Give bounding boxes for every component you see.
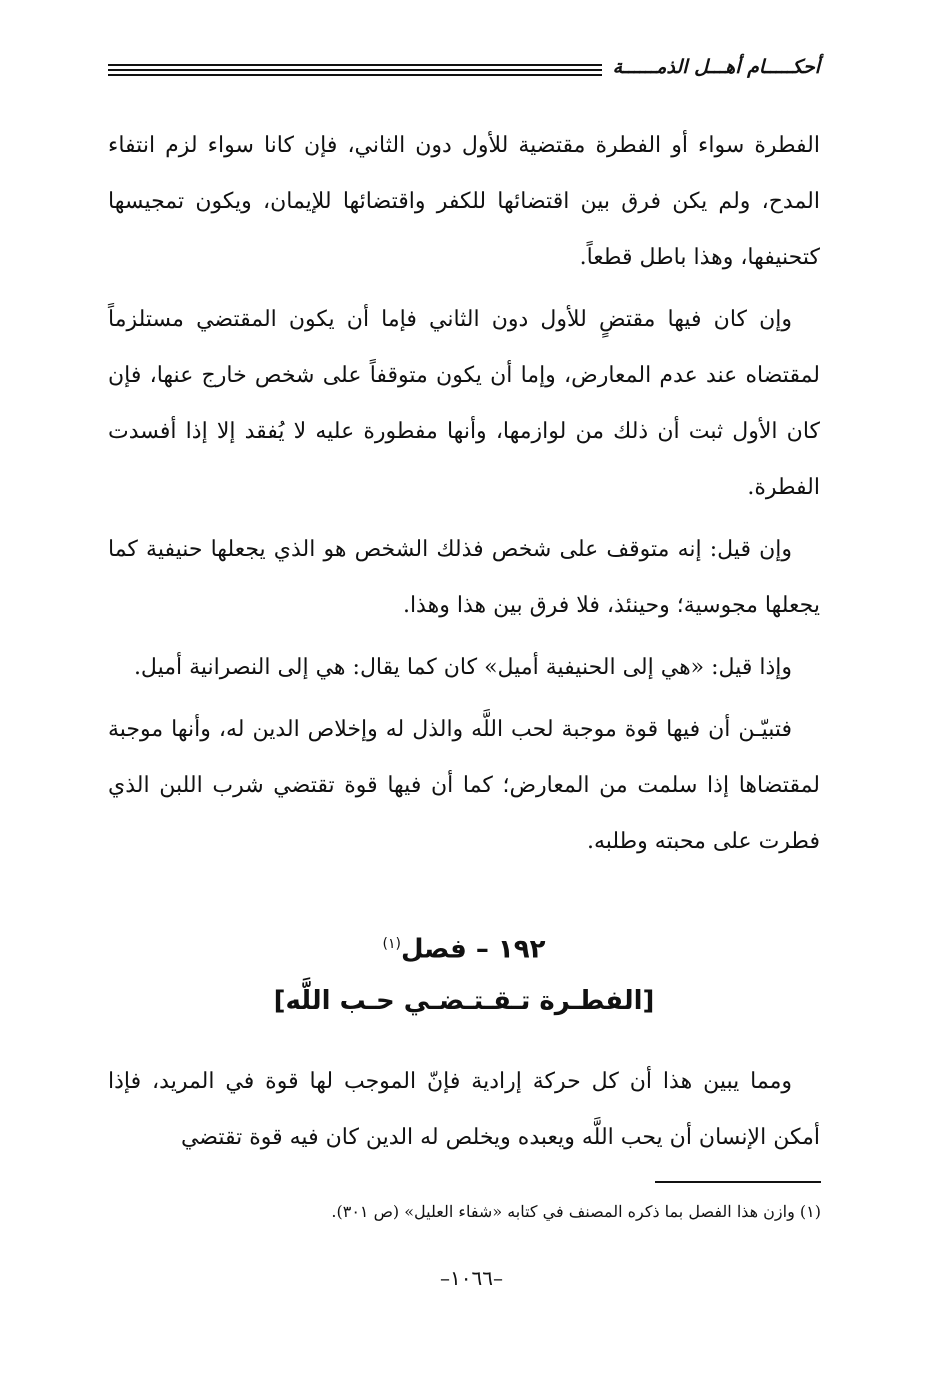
- book-title: أحكـــــام أهـــل الذمــــــة: [612, 56, 820, 78]
- paragraph: الفطرة سواء أو الفطرة مقتضية للأول دون الثاني، فإن كانا سواء لزم انتفاء المدح، ولم يكن فرق بين اقتضائها للكفر واقتضائها للإيمان، ويكون تمجيسها كتحنيفها، وهذا باطل قطعاً.: [108, 133, 820, 270]
- paragraph: وإن كان فيها مقتضٍ للأول دون الثاني فإما أن يكون المقتضي مستلزماً لمقتضاه عند عدم المعارض، وإما أن يكون متوقفاً على شخص خارج عنها، فإن كان الأول ثبت أن ذلك من لوازمها، وأنها مفطورة عليه لا يُفقد إلا إذا أفسدت الفطرة.: [108, 307, 820, 500]
- section-title: [الفطـرة تـقـتـضـي حـب اللَّه]: [273, 985, 655, 1016]
- paragraph: وإن قيل: إنه متوقف على شخص فذلك الشخص هو الذي يجعلها حنيفية كما يجعلها مجوسية؛ وحينئذ، فلا فرق بين هذا وهذا.: [108, 537, 820, 618]
- running-header: [108, 52, 820, 88]
- paragraph: وإذا قيل: «هي إلى الحنيفية أميل» كان كما يقال: هي إلى النصرانية أميل.: [133, 655, 792, 680]
- section-heading: [108, 920, 820, 974]
- header-double-rule: [108, 64, 602, 71]
- paragraph: فتبيّـن أن فيها قوة موجبة لحب اللَّه والذل له وإخلاص الدين له، وأنها موجبة لمقتضاها إذا سلمت من المعارض؛ كما أن فيها قوة تقتضي شرب اللبن الذي فطرت على محبته وطلبه.: [108, 717, 820, 854]
- paragraph: ومما يبين هذا أن كل حركة إرادية فإنّ الموجب لها قوة في المريد، فإذا أمكن الإنسان أن يحب اللَّه ويعبده ويخلص له الدين كان فيه قوة تقتضي: [108, 1068, 820, 1150]
- page-body: [108, 118, 820, 1172]
- footnote-marker: (١): [382, 936, 401, 952]
- page-number: –١٠٦٦–: [440, 1266, 503, 1290]
- footnote-separator: [655, 1181, 821, 1183]
- section-number: ١٩٢ – فصل: [400, 934, 546, 965]
- header-rule: [108, 74, 602, 76]
- footnote: (١) وازن هذا الفصل بما ذكره المصنف في كتابه «شفاء العليل» (ص ٣٠١).: [331, 1202, 821, 1221]
